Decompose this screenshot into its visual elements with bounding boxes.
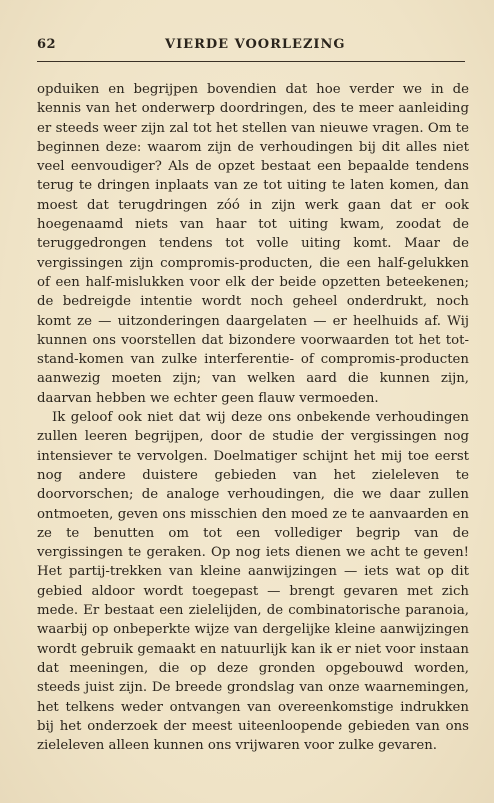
- page-number: 62: [37, 37, 57, 52]
- body-text: [37, 80, 469, 755]
- page-header: [37, 37, 465, 57]
- running-title: VIERDE VOORLEZING: [165, 37, 346, 52]
- paragraph-2: Ik geloof ook niet dat wij deze ons onbekende verhoudingen zullen leeren begrijpen, door de studie der vergissingen nog intensiever te vervolgen. Doelmatiger schijnt het mij toe eerst nog andere duistere gebieden van het zieleleven te doorvorschen; de analoge verhoudingen, die we daar zullen ontmoeten, geven ons misschien den moed ze te aanvaarden en ze te benutten om tot een vollediger begrip van de vergissingen te geraken. Op nog iets dienen we acht te geven! Het partij-trekken van kleine aanwijzingen — iets wat op dit gebied aldoor wordt toegepast — brengt gevaren met zich mede. Er bestaat een zielelijden, de combinatorische paranoia, waarbij op onbeperkte wijze van dergelijke kleine aanwijzingen wordt gebruik gemaakt en natuurlijk kan ik er niet voor instaan dat meeningen, die op deze gronden opgebouwd worden, steeds juist zijn. De breede grondslag van onze waarnemingen, het telkens weder ontvangen van overeenkomstige indrukken bij het onderzoek der meest uiteenloopende gebieden van ons zieleleven alleen kunnen ons vrijwaren voor zulke gevaren.: [37, 410, 469, 754]
- paragraph-1: opduiken en begrijpen bovendien dat hoe verder we in de kennis van het onderwerp doordringen, des te meer aanleiding er steeds weer zijn zal tot het stellen van nieuwe vragen. Om te beginnen deze: waarom zijn de verhoudingen bij dit alles niet veel eenvoudiger? Als de opzet bestaat een bepaalde tendens terug te dringen inplaats van ze tot uiting te laten komen, dan moest dat terugdringen zóó in zijn werk gaan dat er ook hoegenaamd niets van haar tot uiting kwam, zoodat de teruggedrongen tendens tot volle uiting komt. Maar de vergissingen zijn compromis-producten, die een half-gelukken of een half-mislukken voor elk der beide opzetten beteekenen; de bedreigde intentie wordt noch geheel onderdrukt, noch komt ze — uitzonderingen daargelaten — er heelhuids af. Wij kunnen ons voorstellen dat bizondere voorwaarden tot het tot-stand-komen van zulke interferentie- of compromis-producten aanwezig moeten zijn; van welken aard die kunnen zijn, daarvan hebben we echter geen flauw vermoeden.: [37, 82, 469, 406]
- header-rule: [37, 61, 465, 62]
